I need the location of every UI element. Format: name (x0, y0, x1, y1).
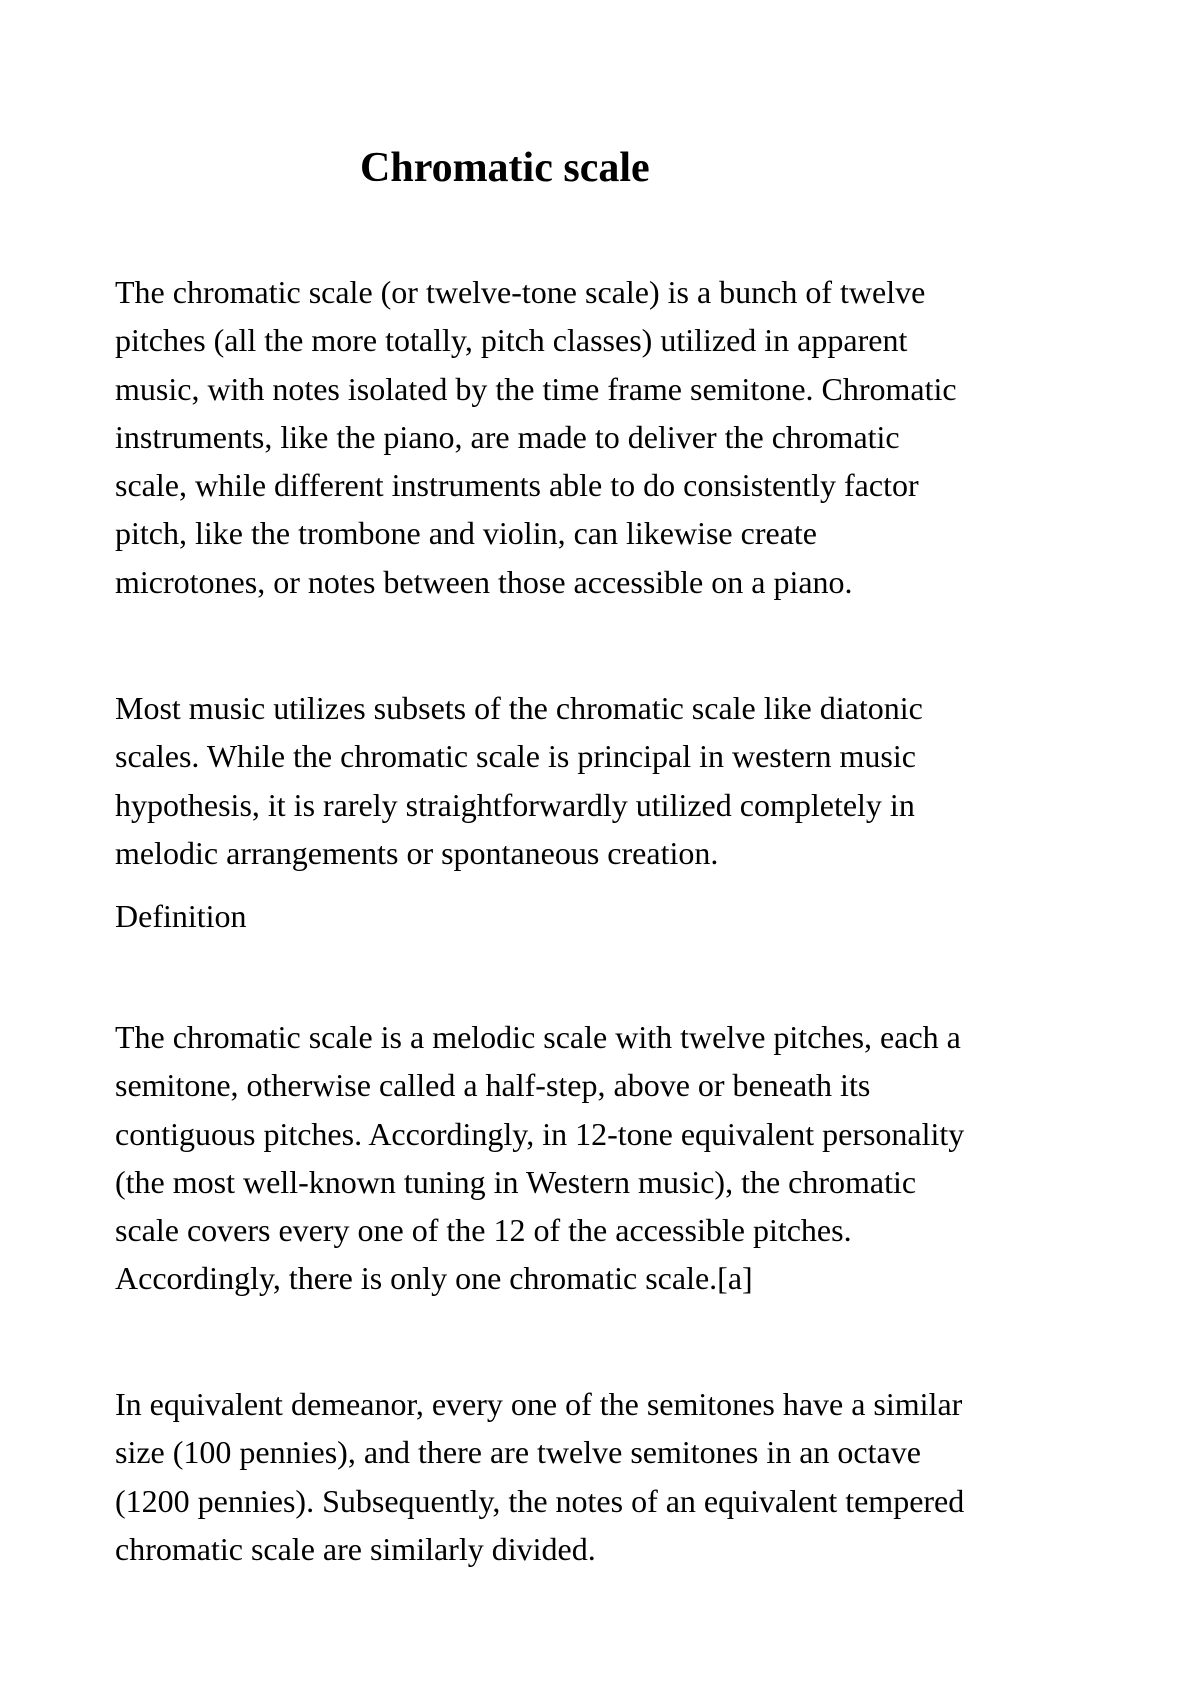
text-line: microtones, or notes between those accessible on a piano. (115, 563, 853, 600)
section-heading-definition: Definition (115, 898, 247, 934)
text-line: Most music utilizes subsets of the chromatic scale like diatonic (115, 690, 923, 726)
text-line: chromatic scale are similarly divided. (115, 1530, 596, 1567)
text-line: scales. While the chromatic scale is principal in western music (115, 738, 916, 775)
paragraph-definition (115, 1013, 1115, 1303)
text-line: size (100 pennies), and there are twelve semitones in an octave (115, 1434, 921, 1471)
text-line: The chromatic scale (or twelve-tone scale) is a bunch of twelve (115, 274, 926, 310)
text-line: hypothesis, it is rarely straightforwardly utilized completely in (115, 786, 915, 823)
text-line: semitone, otherwise called a half-step, above or beneath its (115, 1067, 871, 1104)
text-line: instruments, like the piano, are made to deliver the chromatic (115, 418, 900, 455)
text-line: (1200 pennies). Subsequently, the notes of an equivalent tempered (115, 1482, 965, 1519)
paragraph-usage (115, 684, 1115, 877)
paragraph-intro (115, 268, 1115, 606)
text-line: pitch, like the trombone and violin, can likewise create (115, 515, 817, 552)
text-line: Accordingly, there is only one chromatic scale.[a] (115, 1260, 753, 1297)
paragraph-temperament (115, 1380, 1115, 1573)
text-line: scale, while different instruments able to do consistently factor (115, 467, 919, 504)
text-line: contiguous pitches. Accordingly, in 12-tone equivalent personality (115, 1115, 965, 1152)
text-line: music, with notes isolated by the time frame semitone. Chromatic (115, 370, 957, 407)
page-title: Chromatic scale (360, 145, 650, 191)
text-line: scale covers every one of the 12 of the accessible pitches. (115, 1212, 852, 1249)
text-line: In equivalent demeanor, every one of the semitones have a similar (115, 1386, 963, 1422)
text-line: The chromatic scale is a melodic scale with twelve pitches, each a (115, 1019, 961, 1055)
text-line: (the most well-known tuning in Western music), the chromatic (115, 1163, 917, 1200)
text-line: pitches (all the more totally, pitch classes) utilized in apparent (115, 322, 908, 359)
text-line: melodic arrangements or spontaneous creation. (115, 834, 719, 871)
